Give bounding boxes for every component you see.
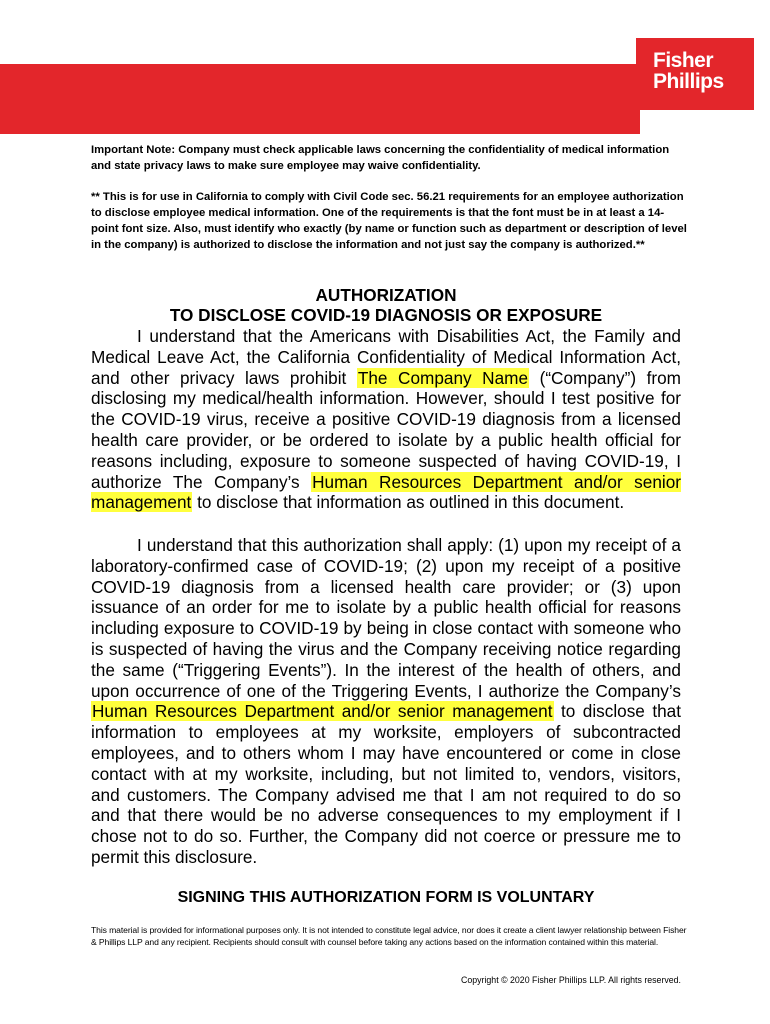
paragraph-1-text-a: I understand that the Americans with Disabilities Act, the Family and Medical Leave Act, the California Confidentiality of Medical Information Act, and other privacy laws prohibit xyxy=(91,326,681,388)
document-title-line-1: AUTHORIZATION xyxy=(315,285,457,305)
authorization-paragraph-2 xyxy=(91,535,681,868)
copyright-notice: Copyright © 2020 Fisher Phillips LLP. All rights reserved. xyxy=(461,975,681,985)
fisher-phillips-logo xyxy=(636,38,754,110)
california-note: ** This is for use in California to comply with Civil Code sec. 56.21 requirements for an employee authorization to disclose employee medical information. One of the requirements is that the font must be in at least a 14-point font size. Also, must identify who exactly (by name or function such as department or description of level in the company) is authorized to disclose the information and not just say the company is authorized.** xyxy=(91,191,687,251)
document-title-line-2: TO DISCLOSE COVID-19 DIAGNOSIS OR EXPOSURE xyxy=(169,305,603,325)
authorization-paragraph-1 xyxy=(91,326,681,513)
authorized-party-placeholder: Human Resources Department and/or senior management xyxy=(92,701,553,722)
logo-line-1: Fisher xyxy=(653,49,714,72)
paragraph-1-text-b: (“Company”) from disclosing my medical/health information. However, should I test positive for the COVID-19 virus, receive a positive COVID-19 diagnosis from a licensed health care provider, or be ordered to isolate by a public health official for reasons including, exposure to someone suspected of having COVID-19, I authorize The Company’s xyxy=(91,367,681,492)
paragraph-2-text-a: I understand that this authorization shall apply: (1) upon my receipt of a laboratory-confirmed case of COVID-19; (2) upon my receipt of a positive COVID-19 diagnosis from a licensed health care provider; or (3) upon issuance of an order for me to isolate by a public health official for reasons including exposure to COVID-19 by being in close contact with someone who is suspected of having the virus and the Company receiving notice regarding the same (“Triggering Events”). In the interest of the health of others, and upon occurrence of one of the Triggering Events, I authorize the Company’s xyxy=(91,535,681,701)
paragraph-2-text-b: to disclose that information to employees at my worksite, employers of subcontracted employees, and to others whom I may have encountered or come in close contact with at my worksite, including, but not limited to, vendors, visitors, and customers. The Company advised me that I am not required to do so and that there would be no adverse consequences to my employment if I chose not to do so. Further, the Company did not coerce or pressure me to permit this disclosure. xyxy=(91,701,681,867)
legal-disclaimer: This material is provided for informational purposes only. It is not intended to constitute legal advice, nor does it create a client lawyer relationship between Fisher & Phillips LLP and any recipient. Recipients should consult with counsel before taking any actions based on the information contained within this material. xyxy=(91,925,687,947)
voluntary-heading: SIGNING THIS AUTHORIZATION FORM IS VOLUNTARY xyxy=(177,889,595,906)
header-banner xyxy=(0,64,640,134)
paragraph-1-text-c: to disclose that information as outlined in this document. xyxy=(192,492,625,513)
logo-line-2: Phillips xyxy=(653,70,724,93)
important-note: Important Note: Company must check applicable laws concerning the confidentiality of medical information and state privacy laws to make sure employee may waive confidentiality. xyxy=(91,144,670,172)
authorized-party-placeholder: Human Resources Department and/or senior management xyxy=(91,471,681,513)
company-name-placeholder: The Company Name xyxy=(357,367,529,388)
